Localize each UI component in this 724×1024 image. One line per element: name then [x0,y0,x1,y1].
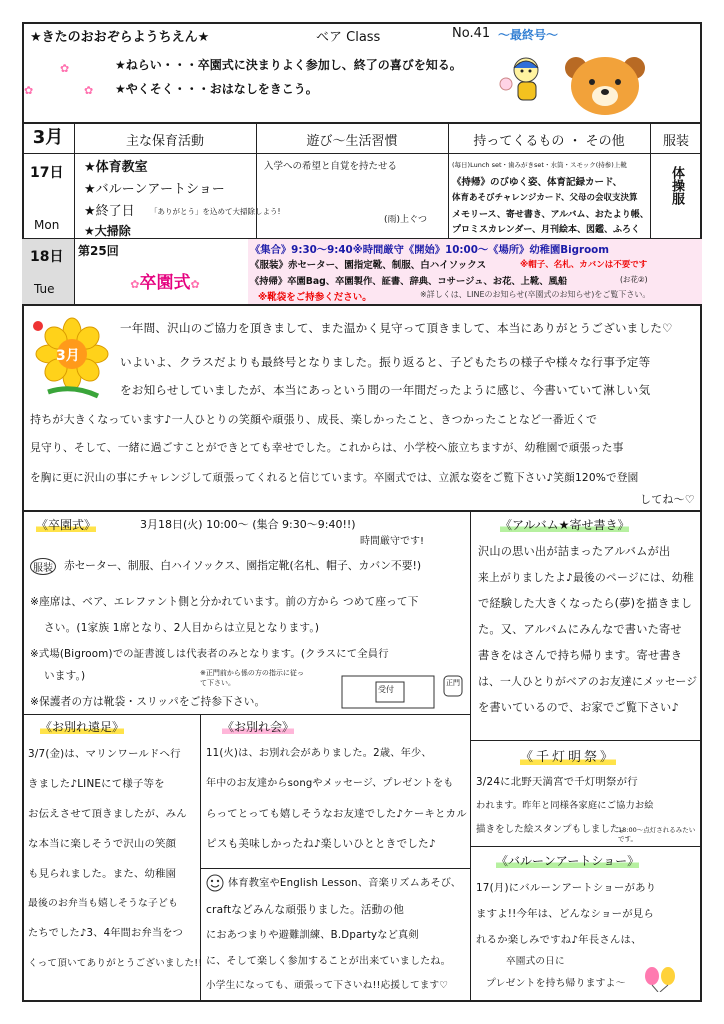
ceremony-note-4: います。) [44,670,86,682]
party-section-title-text: 《お別れ会》 [222,720,295,734]
bring-daily: (毎日)Lunch set・歯みがきset・水筒・スモック(持参)上靴 [452,161,627,169]
balloon-line-4: 卒園式の日に [506,956,565,967]
month-header: 3月 [32,127,64,148]
bring-line5: プロミスカレンダー、月刊絵本、図鑑、ふろく [452,225,641,235]
balloon-line-5: プレゼントを持ち帰りますよ〜 [486,978,626,989]
activities-line-3: におあつまりや避難訓練、B.Dpartyなど真剣 [206,930,419,941]
lantern-section-title [520,746,616,765]
album-line-7: を書いているので、お家でご覧下さい♪ [478,701,679,714]
trip-section-title [40,718,124,735]
flower-icon: ✿ [24,84,34,97]
diagram-reception: 受付 [378,685,394,694]
ceremony-not-needed: ※帽子、名札、カバンは不要です [520,260,648,270]
lantern-line-2: われます。昨年と同様各家庭にご協力お絵 [476,800,654,811]
ceremony-shoe-bag: ※靴袋をご持参ください。 [258,292,372,303]
party-line-3: らってとっても嬉しそうなお友達でした♪ケーキとカル [206,808,467,820]
greeting-line-6: を胸に更に沢山の事にチャレンジして頑張ってくれると信じています。卒園式では、立派な姿をご覧下さい♪笑顔120%で登園 [30,472,639,484]
activity-balloon: ★バルーンアートショー [84,182,225,197]
trip-line-2: きました♪LINEにて様子等を [28,778,165,790]
balloon-line-1: 17(月)にバルーンアートショーがあり [476,882,657,894]
greeting-line-7: してね〜♡ [640,493,695,506]
school-name: ★きたのおおぞらようちえん★ [30,30,210,45]
activities-line-2: craftなどみんな頑張りました。活動の他 [206,904,405,916]
play-goal: 入学への希望と自覚を持たせる [264,161,398,172]
ceremony-note-2: さい。(1家族 1席となり、2人目からは立見となります。) [44,622,320,634]
ceremony-clothes-detail: 赤セーター、制服、白ハイソックス、園指定靴(名札、帽子、カバン不要!) [64,559,422,572]
clothes-gym-uniform: 体操服 [669,166,684,205]
trip-line-5: も見られました。また、幼稚園 [28,868,177,880]
ceremony-title-text: 卒園式 [139,273,191,293]
lantern-line-4: 18:00〜点灯されるみたいです。 [618,826,696,843]
album-line-5: 書きをはさんで持ち帰ります。寄せ書き [478,649,683,662]
trip-line-3: お伝えさせて頂きましたが、みん [28,808,187,820]
row1-weekday: Mon [34,218,60,232]
col-header-activity: 主な保育活動 [125,134,204,149]
activity-cleanup: ★大掃除 [84,224,131,238]
activities-line-4: に、そして楽しく参加することが出来ていましたね。 [206,956,451,967]
promise-text: ★やくそく・・・おはなしをきこう。 [115,82,318,96]
lantern-line-1: 3/24に北野天満宮で千灯明祭が行 [476,776,638,788]
diagram-gate: 正門 [446,679,460,687]
flower-icon: ✿ [84,84,94,97]
ceremony-note-5: ※保護者の方は靴袋・スリッパをご持参下さい。 [30,696,266,708]
ceremony-strict-time: 時間厳守です! [360,536,425,547]
gate-instruction-note: ※正門前から係の方の指示に従って下さい。 [200,669,304,687]
party-line-1: 11(火)は、お別れ会がありました。2歳、年少、 [206,748,432,759]
class-name: ベア Class [316,30,381,45]
ceremony-title: ✿卒園式✿ [130,273,200,293]
ceremony-flower-note: (お花②) [620,275,648,284]
bring-line4: メモリース、寄せ書き、アルバム、おたより帳、 [452,210,649,220]
album-line-3: で経験した大きくなったら(夢)を描きまし [478,597,693,610]
clothes-label: 服装 [30,558,56,575]
trip-line-1: 3/7(金)は、マリンワールドへ行 [28,748,181,760]
lantern-section-title-text: 《千灯明祭》 [520,750,617,765]
trip-line-8: くって頂いてありがとうございました!! [28,958,203,969]
balloon-section-title-text: 《バルーンアートショー》 [496,854,640,868]
balloon-icon [642,966,682,992]
row1-date: 17日 [30,165,64,181]
month-badge: 3月 [56,348,80,364]
album-line-4: た。又、アルバムにみんなで書いた寄せ [478,623,682,636]
ceremony-clothes: 《服装》赤セーター、園指定靴、制服、白ハイソックス [250,260,487,271]
lantern-line-3: 描きをした絵スタンプもしました。 [476,824,630,835]
greeting-line-4: 持ちが大きくなっています♪一人ひとりの笑顔や頑張り、成長、楽しかったこと、きつかったことなど一番近くで [30,413,598,426]
issue-number: No.41 [452,26,491,41]
flower-icon: ✿ [60,62,70,75]
row2-weekday: Tue [34,282,55,296]
greeting-line-1: 一年間、沢山のご協力を頂きまして、また温かく見守って頂きまして、本当にありがとうございました♡ [120,321,673,335]
bring-line3: 体育あそびチャレンジカード、父母の会収支決算 [452,193,638,203]
ceremony-count: 第25回 [78,244,119,258]
ceremony-time-place: 《集合》9:30〜9:40※時間厳守《開始》10:00〜《場所》幼稚園Bigroom [250,244,609,256]
ceremony-section-title-text: 《卒園式》 [36,518,97,532]
balloon-line-3: れるか楽しみですね♪年長さんは、 [476,934,642,946]
trip-line-6: 最後のお弁当も嬉しそうな子ども [28,898,178,909]
aim-text: ★ねらい・・・卒園式に決まりよく参加し、終了の喜びを知る。 [115,58,462,72]
album-section-title-text: 《アルバム★寄せ書き》 [500,518,630,532]
col-header-bring: 持ってくるもの ・ その他 [473,134,625,149]
album-section-title [500,516,629,533]
album-line-1: 沢山の思い出が詰まったアルバムが出 [478,545,671,558]
row2-date: 18日 [30,249,64,265]
activity-note: 「ありがとう」を込めて大掃除しよう! [150,207,281,216]
album-line-6: は、一人ひとりがベアのお友達にメッセージ [478,675,698,688]
trip-section-title-text: 《お別れ遠足》 [40,720,125,734]
activities-line-5: 小学生になっても、頑張って下さいね!!応援してます♡ [206,980,449,991]
rain-note: (雨)上ぐつ [384,215,428,225]
trip-line-4: な本当に楽しそうで沢山の笑顔 [28,838,177,850]
trip-line-7: たちでした♪3、4年間お弁当をつ [28,928,183,939]
activity-gym: ★体育教室 [84,160,148,175]
activity-last-day: ★終了日 [84,204,135,219]
balloon-line-2: ますよ!!今年は、どんなショーが見ら [476,908,654,920]
ceremony-note-3: ※式場(Bigroom)での証書渡しは代表者のみとなります。(クラスにて全員行 [30,648,389,660]
party-line-2: 年中のお友達からsongやメッセージ、プレゼントをも [206,778,454,789]
bear-face-icon [562,46,648,118]
party-section-title [222,718,294,735]
ceremony-section-title [36,516,96,533]
album-line-2: 来上がりましたよ♪最後のページには、幼稚 [478,571,694,584]
ceremony-note-1: ※座席は、ベア、エレファント側と分かれています。前の方から つめて座って下 [30,596,419,608]
bee-illustration-icon [498,52,546,104]
activities-line-1: 体育教室やEnglish Lesson、音楽リズムあそび、 [228,878,462,889]
party-line-4: ピスも美味しかったね♪楽しいひとときでした♪ [206,838,436,850]
ceremony-take-home: 《持帰》卒園Bag、卒園製作、証書、辞典、コサージュ、お花、上靴、風船 [250,276,568,287]
col-header-play: 遊び〜生活習慣 [306,134,398,149]
greeting-line-5: 見守り、そして、一緒に過ごすことができとても幸せでした。これからは、小学校へ旅立ちますが、幼稚園で頑張った事 [30,441,624,454]
ceremony-when: 3月18日(火) 10:00〜 (集合 9:30〜9:40!!) [140,518,356,531]
col-header-clothes: 服装 [662,134,689,149]
smiley-icon [206,874,224,892]
final-issue-label: 〜最終号〜 [498,28,559,42]
ceremony-line-note: ※詳しくは、LINEのお知らせ(卒園式のお知らせ)をご覧下さい。 [420,290,651,299]
greeting-line-2: いよいよ、クラスだよりも最終号となりました。振り返ると、子どもたちの様子や様々な行事予定等 [120,355,651,369]
balloon-section-title [496,852,639,869]
greeting-line-3: をお知らせしていましたが、本当にあっという間の一年間だったように感じ、今書いていて淋しい気 [120,383,651,397]
bring-line2: 《持帰》のびゆく姿、体育記録カード、 [452,177,623,188]
